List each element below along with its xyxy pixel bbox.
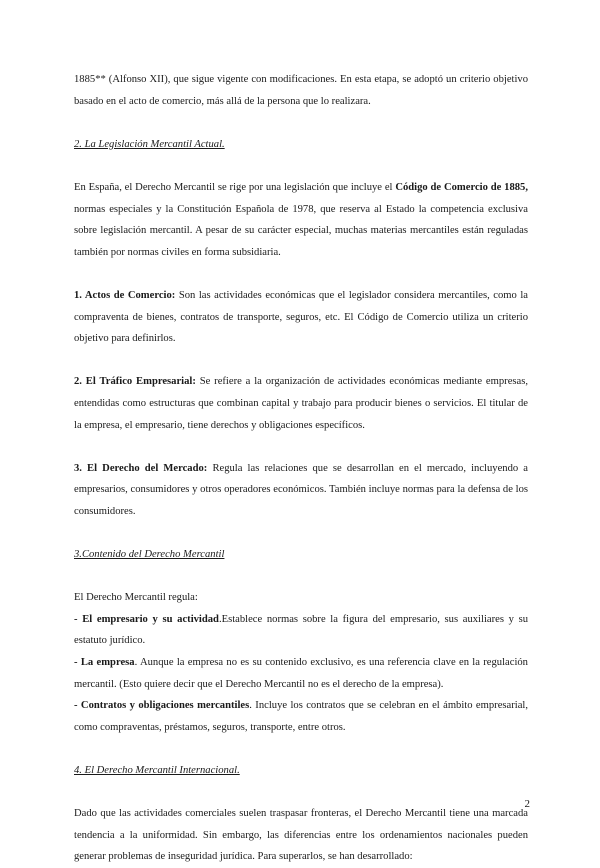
bullet-empresario [74, 609, 528, 652]
bullet-1-title: - El empresario y su actividad [74, 613, 219, 625]
section-4-paragraph: Dado que las actividades comerciales suelen traspasar fronteras, el Derecho Mercantil tiene una marcada tendencia a la uniformidad. Sin embargo, las diferencias entre los ordenamientos nacionales pueden generar problemas de inseguridad jurídica. Para superarlos, se han desarrollado: [74, 808, 528, 863]
codigo-comercio-bold: Código de Comercio de 1885, [395, 181, 529, 193]
item-trafico-empresarial [74, 371, 528, 436]
bullet-empresa [74, 652, 528, 695]
bullet-2-title: - La empresa [74, 657, 135, 669]
bullet-contratos [74, 695, 528, 738]
bullet-1-text: .Establece normas sobre la figura del empresario, sus auxiliares y su estatuto jurídico. [74, 613, 528, 647]
item-2-text: Se refiere a la organización de actividades económicas mediante empresas, entendidas como estructuras que combinan capital y trabajo para producir bienes o servicios. El titular de la empresa, el empresario, tiene derechos y obligaciones específicos. [74, 376, 528, 431]
item-1-text: Son las actividades económicas que el legislador considera mercantiles, como la compraventa de bienes, contratos de transporte, seguros, etc. El Código de Comercio utiliza un criterio objetivo para definirlos. [74, 289, 528, 345]
page-content [74, 69, 528, 868]
section-3-heading: 3.Contenido del Derecho Mercantil [74, 549, 225, 561]
section-2-text-a: En España, el Derecho Mercantil se rige por una legislación que incluye el [74, 181, 396, 193]
item-1-title: 1. Actos de Comercio: [74, 289, 176, 301]
intro-paragraph: 1885** (Alfonso XII), que sigue vigente con modificaciones. En esta etapa, se adoptó un criterio objetivo basado en el acto de comercio, más allá de la persona que lo realizara. [74, 74, 528, 107]
item-3-text: Regula las relaciones que se desarrollan en el mercado, incluyendo a empresarios, consumidores y otros operadores económicos. También incluye normas para la defensa de los consumidores. [74, 462, 528, 517]
page-number: 2 [524, 798, 530, 810]
section-4-heading: 4. El Derecho Mercantil Internacional. [74, 765, 240, 776]
item-actos-de-comercio [74, 285, 528, 350]
section-2-heading: 2. La Legislación Mercantil Actual. [74, 138, 225, 150]
section-3-intro: El Derecho Mercantil regula: [74, 592, 198, 604]
item-2-title: 2. El Tráfico Empresarial: [74, 376, 196, 388]
item-3-title: 3. El Derecho del Mercado: [74, 462, 208, 474]
section-2-paragraph [74, 177, 528, 263]
bullet-3-title: - Contratos y obligaciones mercantiles [74, 700, 250, 712]
item-derecho-del-mercado [74, 458, 528, 523]
bullet-3-text: . Incluye los contratos que se celebran en el ámbito empresarial, como compraventas, préstamos, seguros, transporte, entre otros. [74, 700, 528, 733]
section-2-text-c: normas especiales y la Constitución Española de 1978, que reserva al Estado la competencia exclusiva sobre legislación mercantil. A pesar de su carácter especial, muchas materias mercantiles están reguladas también por normas civiles en forma subsidiaria. [74, 203, 528, 258]
bullet-2-text: . Aunque la empresa no es su contenido exclusivo, es una referencia clave en la regulación mercantil. (Esto quiere decir que el Derecho Mercantil no es el derecho de la empresa). [74, 657, 528, 690]
